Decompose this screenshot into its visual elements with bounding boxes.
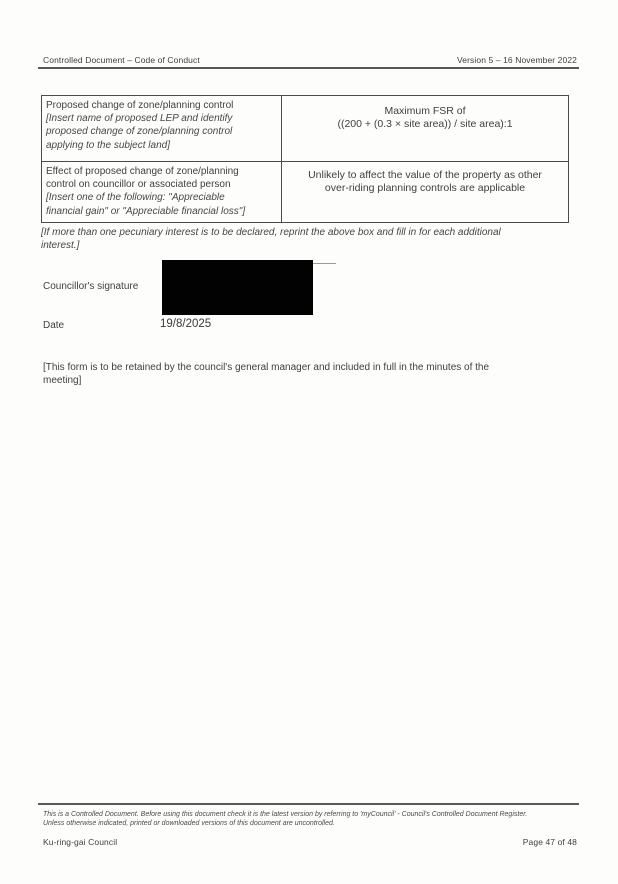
notice-line: Unless otherwise indicated, printed or downloaded versions of this document are uncontrolled. [43, 819, 335, 827]
cell-label-line: Effect of proposed change of zone/planning [46, 166, 239, 177]
cell-label-line: Proposed change of zone/planning control [46, 100, 234, 111]
cell-note-line: [Insert one of the following: "Appreciable [46, 192, 225, 204]
date-value: 19/8/2025 [160, 318, 212, 330]
reprint-note-line: [If more than one pecuniary interest is to be declared, reprint the above box and fill in for each additional [41, 227, 501, 238]
header-version: Version 5 – 16 November 2022 [457, 55, 577, 65]
footer-page-number: Page 47 of 48 [522, 837, 577, 847]
cell-note-line: applying to the subject land] [46, 139, 170, 151]
retention-note-line: [This form is to be retained by the council's general manager and included in full in the minutes of the [43, 362, 490, 373]
header-document-title: Controlled Document – Code of Conduct [43, 55, 200, 65]
cell-value-line: Maximum FSR of [384, 105, 466, 117]
signature-label: Councillor's signature [43, 281, 139, 292]
retention-note [43, 361, 575, 387]
cell-note-line: financial gain" or "Appreciable financial loss"] [46, 205, 246, 217]
table-cell-effect-value [282, 162, 568, 222]
footer-rule [38, 803, 579, 805]
cell-note-line: [Insert name of proposed LEP and identify [46, 113, 233, 125]
table-cell-proposed-change-label [42, 96, 282, 162]
cell-note-line: proposed change of zone/planning control [46, 126, 233, 138]
reprint-instruction-note [41, 227, 573, 252]
reprint-note-line: interest.] [41, 239, 80, 251]
date-label: Date [43, 320, 65, 331]
cell-label-line: control on councillor or associated person [46, 179, 231, 191]
declaration-table [41, 95, 569, 223]
table-cell-proposed-change-value [282, 96, 568, 162]
controlled-document-notice [43, 811, 575, 829]
cell-value-line: Unlikely to affect the value of the property as other [308, 169, 542, 181]
signature-line [313, 263, 336, 264]
footer-organisation: Ku-ring-gai Council [43, 837, 118, 847]
retention-note-line: meeting] [43, 375, 82, 386]
cell-value-line: over-riding planning controls are applicable [324, 182, 526, 194]
header-rule [38, 67, 579, 69]
notice-line: This is a Controlled Document. Before using this document check it is the latest version by referring to 'myCouncil' - Council's Controlled Document Register. [43, 811, 528, 818]
signature-redaction-box [162, 260, 313, 315]
cell-value-line: ((200 + (0.3 × site area)) / site area):1 [337, 118, 513, 130]
table-cell-effect-label [42, 162, 282, 222]
